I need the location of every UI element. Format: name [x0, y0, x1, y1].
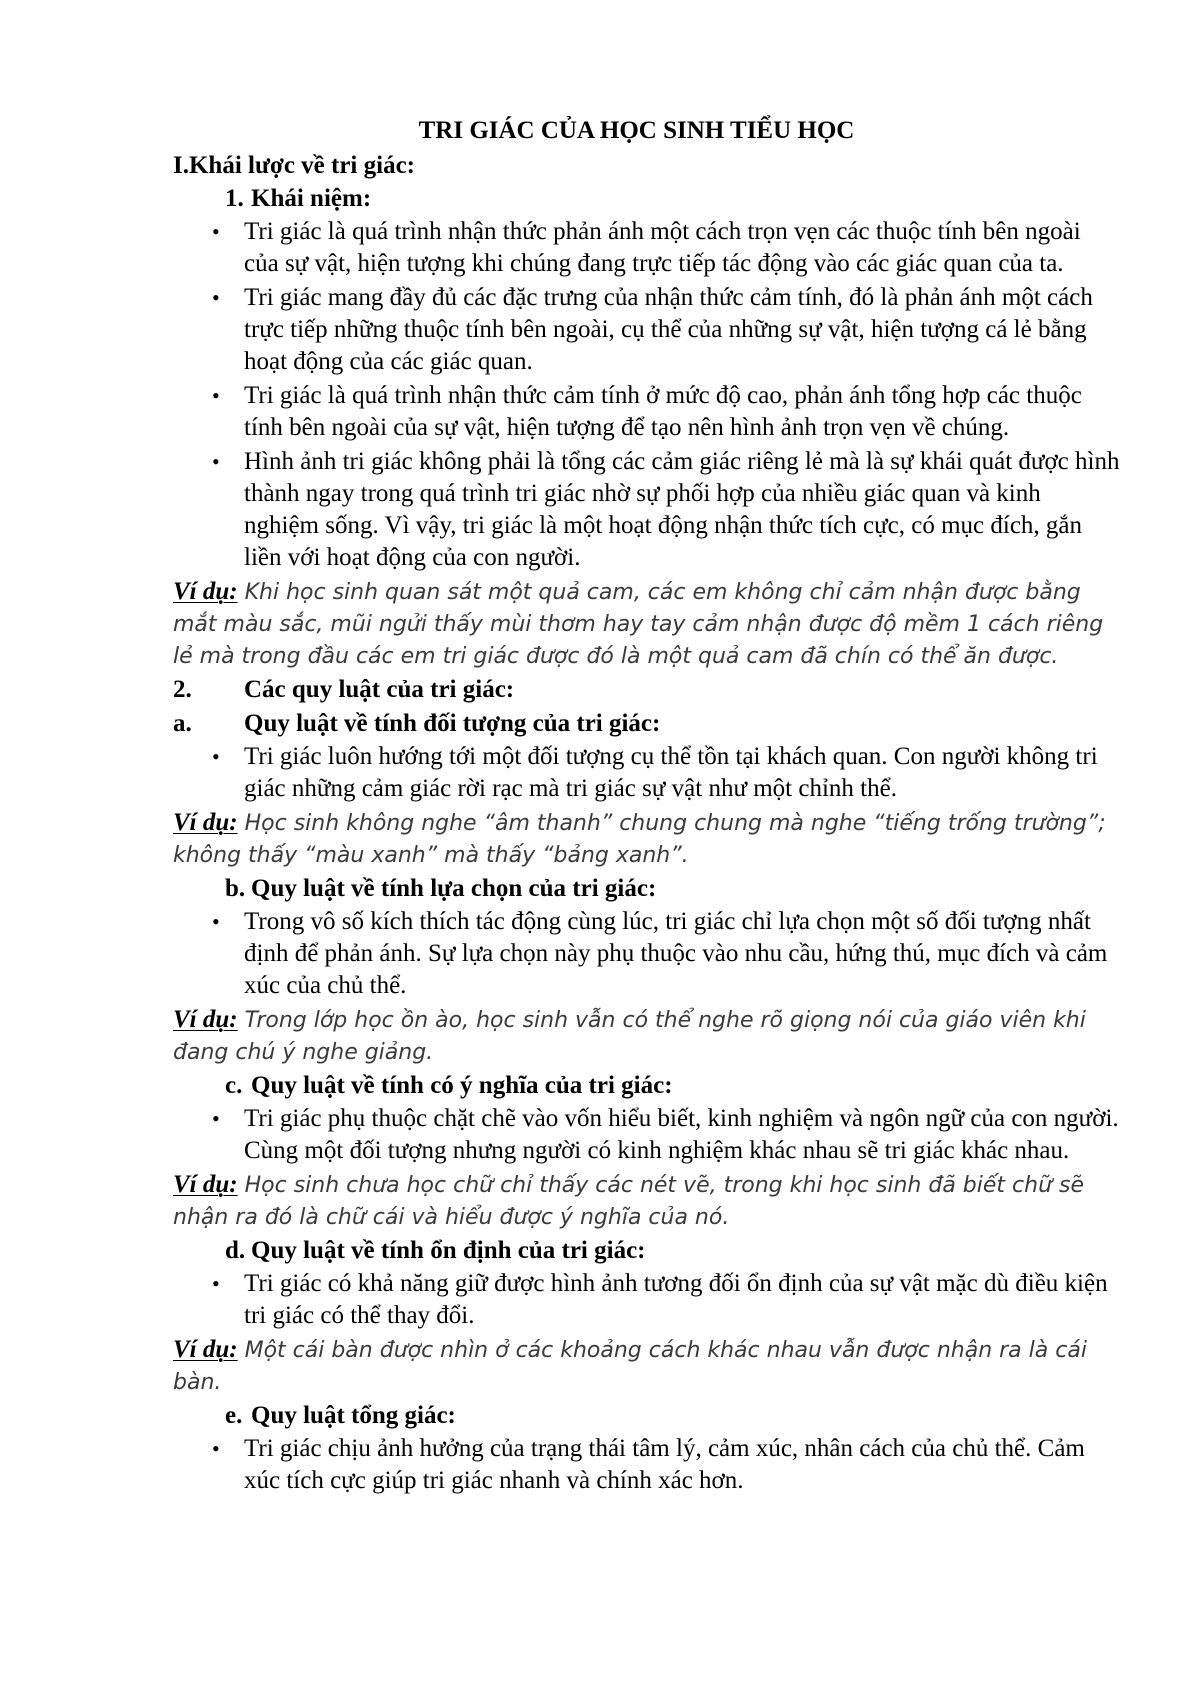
- example-paragraph: Ví dụ: Học sinh không nghe “âm thanh” chung chung mà nghe “tiếng trống trường”; không thấy “màu xanh” mà thấy “bảng xanh”.: [173, 809, 1106, 868]
- law-heading-e: [173, 1399, 1120, 1433]
- section-heading: I.Khái lược về tri giác:: [173, 152, 415, 179]
- example-paragraph: Ví dụ: Học sinh chưa học chữ chỉ thấy các nét vẽ, trong khi học sinh đã biết chữ sẽ nhận ra đó là chữ cái và hiểu được ý nghĩa của nó.: [173, 1171, 1084, 1230]
- example-label: Ví dụ:: [173, 1336, 238, 1363]
- law-bullet-list: [173, 1433, 1120, 1497]
- list-item: • Trong vô số kích thích tác động cùng lúc, tri giác chỉ lựa chọn một số đối tượng nhất định để phản ánh. Sự lựa chọn này phụ thuộc vào nhu cầu, hứng thú, mục đích và cảm xúc của chủ thể.: [212, 908, 1108, 999]
- subsection-label: Khái niệm:: [251, 185, 372, 212]
- subsection-label: Các quy luật của tri giác:: [244, 676, 515, 703]
- law-label: Quy luật về tính ổn định của tri giác:: [251, 1237, 646, 1264]
- law-letter: e.: [225, 1402, 243, 1429]
- subsection-heading-concept: [173, 182, 1120, 216]
- law-heading-d: [173, 1234, 1120, 1268]
- bullet-icon: •: [212, 219, 220, 244]
- bullet-icon: •: [212, 1436, 220, 1461]
- law-letter: c.: [225, 1072, 243, 1099]
- list-item: • Hình ảnh tri giác không phải là tổng các cảm giác riêng lẻ mà là sự khái quát được hình thành ngay trong quá trình tri giác nhờ sự phối hợp của nhiều giác quan và kinh nghiệm sống. Vì vậy, tri giác là một hoạt động nhận thức tích cực, có mục đích, gắn liền với hoạt động của con người.: [212, 448, 1120, 571]
- list-item: • Tri giác chịu ảnh hưởng của trạng thái tâm lý, cảm xúc, nhân cách của chủ thể. Cảm xúc tích cực giúp tri giác nhanh và chính xác hơn.: [212, 1435, 1085, 1494]
- example-paragraph: Ví dụ: Khi học sinh quan sát một quả cam, các em không chỉ cảm nhận được bằng mắt màu sắc, mũi ngửi thấy mùi thơm hay tay cảm nhận được độ mềm 1 cách riêng lẻ mà trong đầu các em tri giác được đó là một quả cam đã chín có thể ăn được.: [173, 578, 1104, 669]
- law-bullet-list: [173, 1103, 1120, 1167]
- law-label: Quy luật về tính có ý nghĩa của tri giác:: [251, 1072, 673, 1099]
- list-item: • Tri giác là quá trình nhận thức cảm tính ở mức độ cao, phản ánh tổng hợp các thuộc tính bên ngoài của sự vật, hiện tượng để tạo nên hình ảnh trọn vẹn về chúng.: [212, 382, 1082, 441]
- law-bullet-list: [173, 1268, 1120, 1332]
- bullet-icon: •: [212, 449, 220, 474]
- law-heading-a: [173, 707, 1120, 741]
- subsection-number: 2.: [173, 676, 192, 703]
- example-paragraph: Ví dụ: Trong lớp học ồn ào, học sinh vẫn có thể nghe rõ giọng nói của giáo viên khi đang chú ý nghe giảng.: [173, 1006, 1086, 1065]
- law-heading-b: [173, 872, 1120, 906]
- law-bullet-list: [173, 906, 1120, 1002]
- concept-bullet-list: [173, 216, 1120, 574]
- example-label: Ví dụ:: [173, 578, 238, 605]
- law-bullet-list: [173, 741, 1120, 805]
- example-label: Ví dụ:: [173, 1006, 238, 1033]
- law-label: Quy luật về tính đối tượng của tri giác:: [244, 710, 661, 737]
- law-letter: d.: [225, 1237, 246, 1264]
- law-label: Quy luật tổng giác:: [251, 1402, 456, 1429]
- subsection-heading-laws: [173, 673, 1120, 707]
- bullet-icon: •: [212, 1271, 220, 1296]
- example-label: Ví dụ:: [173, 1171, 238, 1198]
- bullet-icon: •: [212, 1106, 220, 1131]
- law-label: Quy luật về tính lựa chọn của tri giác:: [251, 875, 657, 902]
- bullet-icon: •: [212, 909, 220, 934]
- list-item: • Tri giác là quá trình nhận thức phản ánh một cách trọn vẹn các thuộc tính bên ngoài của sự vật, hiện tượng khi chúng đang trực tiếp tác động vào các giác quan của ta.: [212, 218, 1081, 277]
- list-item: • Tri giác phụ thuộc chặt chẽ vào vốn hiểu biết, kinh nghiệm và ngôn ngữ của con người. Cùng một đối tượng nhưng người có kinh nghiệm khác nhau sẽ tri giác khác nhau.: [212, 1105, 1119, 1164]
- list-item: • Tri giác luôn hướng tới một đối tượng cụ thể tồn tại khách quan. Con người không tri giác những cảm giác rời rạc mà tri giác sự vật như một chỉnh thể.: [212, 743, 1098, 802]
- bullet-icon: •: [212, 744, 220, 769]
- law-letter: b.: [225, 875, 246, 902]
- bullet-icon: •: [212, 383, 220, 408]
- law-letter: a.: [173, 710, 192, 737]
- example-paragraph: Ví dụ: Một cái bàn được nhìn ở các khoảng cách khác nhau vẫn được nhận ra là cái bàn.: [173, 1336, 1087, 1395]
- bullet-icon: •: [212, 285, 220, 310]
- list-item: • Tri giác có khả năng giữ được hình ảnh tương đối ổn định của sự vật mặc dù điều kiện tri giác có thể thay đổi.: [212, 1270, 1108, 1329]
- subsection-number: 1.: [225, 185, 244, 212]
- list-item: • Tri giác mang đầy đủ các đặc trưng của nhận thức cảm tính, đó là phản ánh một cách trực tiếp những thuộc tính bên ngoài, cụ thể của những sự vật, hiện tượng cá lẻ bằng hoạt động của các giác quan.: [212, 284, 1093, 375]
- example-label: Ví dụ:: [173, 809, 238, 836]
- law-heading-c: [173, 1069, 1120, 1103]
- document-title: TRI GIÁC CỦA HỌC SINH TIỂU HỌC: [418, 117, 855, 144]
